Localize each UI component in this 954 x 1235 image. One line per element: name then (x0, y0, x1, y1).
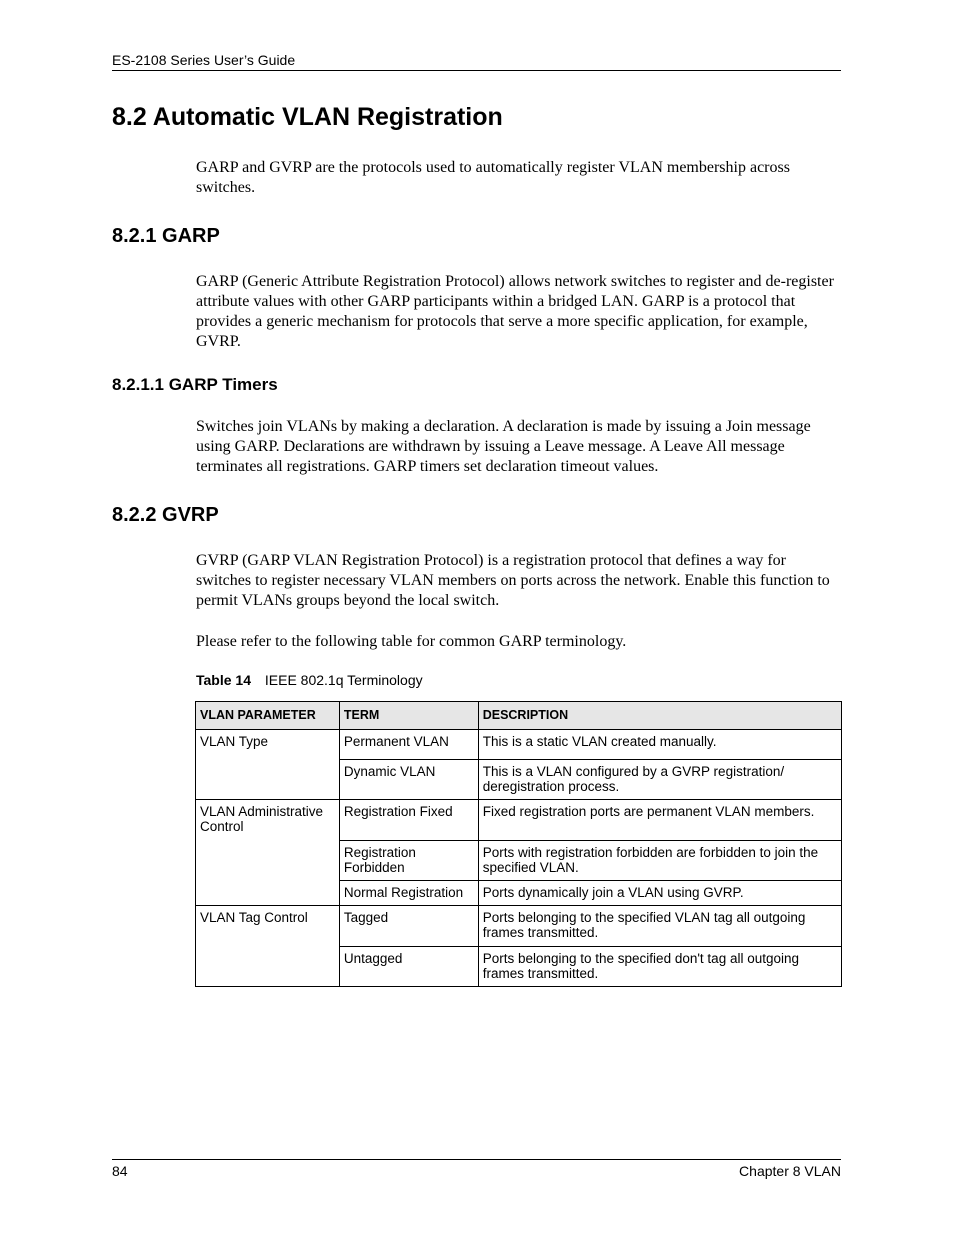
gvrp-title: 8.2.2 GVRP (112, 504, 219, 526)
term-cell: Dynamic VLAN (339, 760, 478, 800)
param-cell: VLAN Administrative Control (196, 800, 340, 841)
term-cell: Normal Registration (339, 881, 478, 906)
header-vlan-parameter: VLAN PARAMETER (196, 702, 340, 730)
gvrp-refer: Please refer to the following table for common GARP terminology. (196, 633, 627, 650)
table-row (196, 760, 842, 800)
table-row (196, 881, 842, 906)
description-cell: This is a static VLAN created manually. (478, 730, 841, 760)
param-cell (196, 760, 340, 800)
table-caption-text: IEEE 802.1q Terminology (264, 672, 423, 688)
header-term: TERM (339, 702, 478, 730)
description-cell: Fixed registration ports are permanent VLAN members. (478, 800, 841, 841)
term-cell: Tagged (339, 906, 478, 947)
term-cell: Permanent VLAN (339, 730, 478, 760)
table-header-row (196, 702, 842, 730)
table-row (196, 841, 842, 881)
garp-timers-body: Switches join VLANs by making a declaration. A declaration is made by issuing a Join message using GARP. Declarations are withdrawn by issuing a Leave message. A Leave All message terminates all registrations. GARP timers set declaration timeout values. (196, 418, 811, 475)
gvrp-body: GVRP (GARP VLAN Registration Protocol) is a registration protocol that defines a way for switches to register necessary VLAN members on ports across the network. Enable this function to permit VLANs groups beyond the local switch. (196, 552, 830, 609)
garp-timers-title: 8.2.1.1 GARP Timers (112, 375, 278, 394)
header-description: DESCRIPTION (478, 702, 841, 730)
running-footer (112, 1159, 841, 1179)
section-intro: GARP and GVRP are the protocols used to automatically register VLAN membership across switches. (196, 159, 790, 196)
guide-title: ES-2108 Series User’s Guide (112, 52, 296, 68)
terminology-table (195, 701, 842, 987)
section-title: 8.2 Automatic VLAN Registration (112, 103, 503, 131)
table-row (196, 800, 842, 841)
param-cell (196, 947, 340, 987)
param-cell: VLAN Type (196, 730, 340, 760)
param-cell: VLAN Tag Control (196, 906, 340, 947)
table-row (196, 906, 842, 947)
term-cell: Untagged (339, 947, 478, 987)
term-cell: Registration Forbidden (339, 841, 478, 881)
term-cell: Registration Fixed (339, 800, 478, 841)
description-cell: Ports belonging to the specified VLAN tag all outgoing frames transmitted. (478, 906, 841, 947)
param-cell (196, 841, 340, 881)
garp-title: 8.2.1 GARP (112, 225, 220, 247)
table-caption (196, 672, 423, 688)
description-cell: Ports with registration forbidden are forbidden to join the specified VLAN. (478, 841, 841, 881)
table-row (196, 730, 842, 760)
description-cell: Ports belonging to the specified don't tag all outgoing frames transmitted. (478, 947, 841, 987)
description-cell: Ports dynamically join a VLAN using GVRP. (478, 881, 841, 906)
running-header (112, 52, 841, 71)
page-number: 84 (112, 1163, 128, 1179)
garp-body: GARP (Generic Attribute Registration Protocol) allows network switches to register and de-register attribute values with other GARP participants within a bridged LAN. GARP is a protocol that provides a generic mechanism for protocols that serve a more specific application, for example, GVRP. (196, 273, 834, 350)
param-cell (196, 881, 340, 906)
table-row (196, 947, 842, 987)
description-cell: This is a VLAN configured by a GVRP registration/ deregistration process. (478, 760, 841, 800)
table-caption-label: Table 14 (196, 672, 251, 688)
chapter-label: Chapter 8 VLAN (739, 1163, 841, 1179)
